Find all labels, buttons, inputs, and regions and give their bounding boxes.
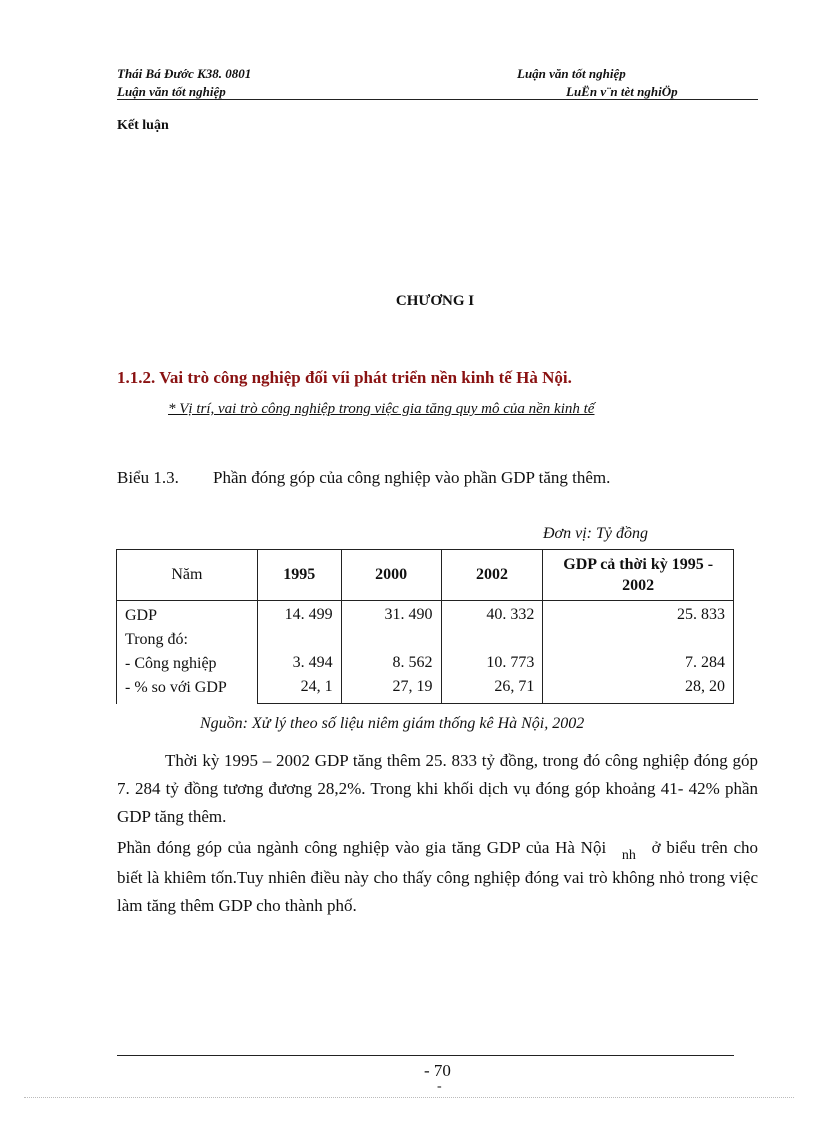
cell-value: 10. 773 [486, 654, 535, 671]
paragraph-2-text: Phần đóng góp của ngành công nghiệp vào gia tăng GDP của Hà Nội [117, 838, 607, 857]
row-label-gdp: GDP [125, 606, 158, 624]
paragraph-2 [117, 834, 758, 920]
table-header-cell: Năm [117, 550, 258, 601]
cell-value: 8. 562 [392, 654, 433, 671]
cell-spacer [350, 627, 433, 651]
chapter-title: CHƯƠNG I [395, 293, 475, 309]
table-cell [543, 601, 734, 704]
table-cell [341, 601, 441, 704]
table-header-cell: 2002 [441, 550, 543, 601]
cell-value: 3. 494 [292, 654, 333, 671]
cell-value: 31. 490 [384, 606, 433, 623]
table-cell [257, 601, 341, 704]
source-note: Nguồn: Xử lý theo số liệu niêm giám thống kê Hà Nội, 2002 [200, 715, 585, 732]
table-header-cell: GDP cả thời kỳ 1995 - 2002 [543, 550, 734, 601]
header-title-right-2: LuËn v¨n tèt nghiÖp [566, 84, 678, 99]
row-label-of-which: Trong đó: [125, 630, 188, 648]
header-author: Thái Bá Đước K38. 0801 [117, 66, 252, 81]
paragraph-2-text-cont: ở biểu trên cho biết là khiêm tốn.Tuy nhiên điều này cho thấy công nghiệp đóng vai trò không nhỏ trong việc làm tăng thêm GDP cho thành phố. [117, 838, 758, 915]
section-heading: 1.1.2. Vai trò công nghiệp đối víi phát triển nền kinh tế Hà Nội. [117, 368, 572, 387]
page-number-tail: - [437, 1079, 442, 1094]
row-label-percent: - % so với GDP [125, 678, 227, 696]
page-bottom-dotted-rule [24, 1097, 794, 1098]
figure-label: Biểu 1.3. [117, 468, 179, 487]
toc-label: Kết luận [117, 118, 169, 133]
page-number: - 70 [424, 1061, 451, 1080]
cell-value: 28, 20 [685, 678, 725, 695]
subsection-heading: * Vị trí, vai trò công nghiệp trong việc gia tăng quy mô của nền kinh tế [168, 401, 595, 417]
cell-value: 25. 833 [677, 606, 725, 623]
cell-spacer [450, 627, 535, 651]
table-row [117, 601, 734, 704]
cell-spacer [266, 627, 333, 651]
row-label-industry: - Công nghiệp [125, 654, 217, 672]
header-rule [117, 99, 758, 100]
table-header-cell: 1995 [257, 550, 341, 601]
table-header-row [117, 550, 734, 601]
paragraph-2-subscript: nh [621, 848, 636, 863]
cell-value: 24, 1 [300, 678, 333, 695]
cell-spacer [551, 627, 725, 651]
gdp-table [116, 549, 734, 704]
unit-note: Đơn vị: Tỷ đồng [543, 525, 648, 542]
cell-value: 14. 499 [284, 606, 333, 623]
footer-rule [117, 1055, 734, 1056]
header-title-left-2: Luận văn tốt nghiệp [117, 84, 226, 99]
paragraph-1: Thời kỳ 1995 – 2002 GDP tăng thêm 25. 833 tỷ đồng, trong đó công nghiệp đóng góp 7. 284 tỷ đồng tương đương 28,2%. Trong khi khối dịch vụ đóng góp khoảng 41- 42% phần GDP tăng thêm. [117, 751, 758, 826]
table-cell [117, 601, 258, 704]
table-cell [441, 601, 543, 704]
cell-value: 40. 332 [486, 606, 535, 623]
table-header-cell: 2000 [341, 550, 441, 601]
header-title-right: Luận văn tốt nghiệp [517, 66, 626, 81]
cell-value: 26, 71 [494, 678, 535, 695]
cell-value: 7. 284 [685, 654, 725, 671]
cell-value: 27, 19 [392, 678, 433, 695]
figure-caption: Phần đóng góp của công nghiệp vào phần GDP tăng thêm. [213, 468, 611, 487]
